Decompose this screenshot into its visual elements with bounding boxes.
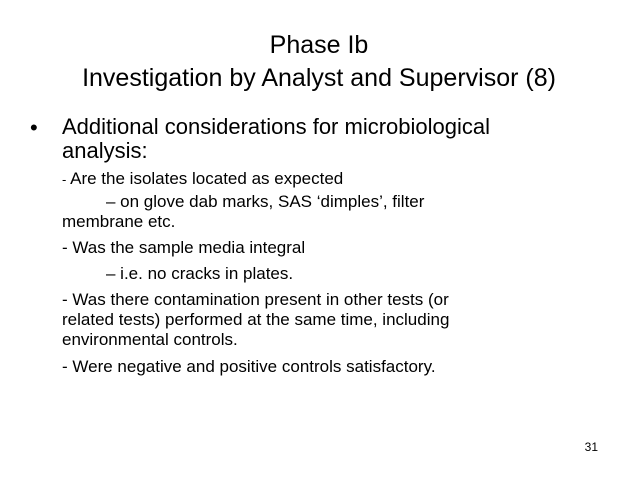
list-item-no-cracks: – i.e. no cracks in plates. — [106, 264, 294, 283]
list-item-related-tests: related tests) performed at the same time, including — [62, 310, 450, 329]
slide-title-line-1: Phase Ib — [269, 31, 369, 59]
bullet-icon: • — [30, 115, 38, 140]
page-number: 31 — [584, 440, 598, 454]
list-item-text: Are the isolates located as expected — [66, 169, 344, 188]
list-item-dash: - — [62, 172, 67, 187]
bullet-heading-line-2: analysis: — [62, 138, 148, 163]
list-item-media-integral: - Was the sample media integral — [62, 238, 306, 257]
bullet-heading — [62, 115, 490, 163]
list-item-environmental: environmental controls. — [62, 330, 238, 349]
list-item-membrane: membrane etc. — [62, 212, 176, 231]
bullet-heading-line-1: Additional considerations for microbiological — [62, 114, 491, 139]
list-item-controls: - Were negative and positive controls satisfactory. — [62, 357, 436, 376]
list-item-contamination: - Was there contamination present in other tests (or — [62, 290, 449, 309]
slide-title-line-2: Investigation by Analyst and Supervisor (8) — [82, 64, 556, 92]
list-item-glove-dab: – on glove dab marks, SAS ‘dimples’, filter — [106, 192, 425, 211]
list-item-isolates — [62, 169, 343, 190]
